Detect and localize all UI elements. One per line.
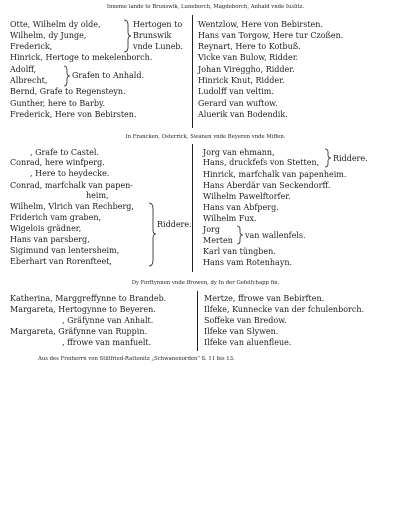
- entry: heim,: [86, 191, 109, 200]
- brace-icon: [148, 202, 156, 267]
- entry: Reynart, Here to Kotbuß.: [198, 42, 301, 51]
- entry: , Grafe to Castel.: [30, 148, 99, 157]
- entry: Conrad, here winfperg.: [10, 158, 105, 167]
- entry: Hans, druckfefs von Stetten,: [203, 158, 320, 167]
- entry: , ffrowe van manfuelt.: [62, 338, 152, 347]
- entry: , Gräfynne van Anhalt.: [62, 316, 154, 325]
- entry: Sigimund van lentersheim,: [10, 246, 120, 255]
- group-label: Hertogen to: [133, 20, 183, 29]
- entry: Katherina, Marggreffynne to Brandeb.: [10, 294, 167, 303]
- entry: Hinrick, Hertoge to mekelenborch.: [10, 53, 153, 62]
- entry: Ilfeke van Slywen.: [204, 327, 279, 336]
- column-divider: [192, 15, 193, 128]
- entry: Wilhelm Fux.: [203, 214, 257, 223]
- entry: Eberhart van Rorenfteet,: [10, 257, 112, 266]
- brace-icon: [236, 225, 243, 245]
- entry: Johan Vireggho, Ridder.: [198, 65, 295, 74]
- group-label: Riddere.: [157, 220, 192, 229]
- group-label: vnde Luneb.: [133, 42, 184, 51]
- entry: Wilhelm Pawelftorfer.: [203, 192, 291, 201]
- entry: Soffeke van Bredow.: [204, 316, 287, 325]
- entry: Hinrick Knut, Ridder.: [198, 76, 285, 85]
- entry: Gunther, here to Barby.: [10, 99, 105, 108]
- entry: Mertze, ffrowe van Bebirften.: [204, 294, 325, 303]
- entry: Hans Aberdär van Seckendorff.: [203, 181, 331, 190]
- entry: , Here to heydecke.: [30, 169, 110, 178]
- entry: Wilhelm, dy Junge,: [10, 31, 87, 40]
- brace-icon: [324, 148, 331, 168]
- entry: Otte, Wilhelm dy olde,: [10, 20, 101, 29]
- entry: Frederick, Here von Bebirsten.: [10, 110, 137, 119]
- entry: Jorg van ehmann,: [203, 148, 275, 157]
- entry: Hans vam Rotenhayn.: [203, 258, 293, 267]
- entry: Ludolff van veltim.: [198, 87, 274, 96]
- group-label: van wallenfels.: [245, 231, 306, 240]
- footnote: Aus des Freiherrn von Stillfried-Rattonitz „Schwanenorden" S. 11 bis 13.: [38, 356, 235, 362]
- entry: Hans van parsberg,: [10, 235, 90, 244]
- entry: Wilhelm, Vlrich van Rechberg,: [10, 202, 134, 211]
- entry: Wentzlow, Here von Bebirsten.: [198, 20, 323, 29]
- entry: Friderich vam graben,: [10, 213, 102, 222]
- brace-icon: [63, 65, 70, 87]
- section-1-heading: Inneme lande to Brunswik, Luneborch, Magdeborch, Anhald vnde Iuslitz.: [106, 4, 305, 10]
- entry: Hans van Torgow, Here tur Czoßen.: [198, 31, 344, 40]
- entry: Aluerik van Bodendik.: [198, 110, 288, 119]
- section-2-heading: In Francken, Osterrick, Swanen vnde Beyeren vnde Miffen.: [125, 134, 286, 140]
- group-label: Riddere.: [333, 154, 368, 163]
- brace-icon: [123, 19, 131, 53]
- column-divider: [192, 144, 193, 272]
- entry: Frederick,: [10, 42, 53, 51]
- entry: Adolff,: [10, 65, 37, 74]
- entry: Ilfeke van aluenfleue.: [204, 338, 292, 347]
- column-divider: [197, 291, 198, 351]
- entry: Albrecht,: [10, 76, 48, 85]
- entry: Bernd, Grafe to Regensteyn.: [10, 87, 126, 96]
- section-3-heading: Dy Forftynnen vnde ffrowen, dy In der Gefelfchapp fin.: [131, 280, 280, 286]
- entry: Margareta, Gräfynne van Ruppin.: [10, 327, 148, 336]
- entry: Ilfeke, Kunnecke van der fchulenborch.: [204, 305, 365, 314]
- entry: Gerard van wuftow.: [198, 99, 278, 108]
- group-label: Brunswik: [133, 31, 172, 40]
- entry: Merten: [203, 236, 233, 245]
- entry: Hans van Abfperg.: [203, 203, 279, 212]
- entry: Wigelois grädner,: [10, 224, 82, 233]
- entry: Margareta, Hertogynne to Beyeren.: [10, 305, 156, 314]
- entry: Karl van tüngben.: [203, 247, 276, 256]
- group-label: Grafen to Anhald.: [72, 71, 145, 80]
- entry: Jorg: [203, 225, 220, 234]
- entry: Conrad, marfchalk van papen-: [10, 181, 133, 190]
- entry: Hinrick, marfchalk van papenheim.: [203, 170, 347, 179]
- entry: Vicke van Bulow, Ridder.: [198, 53, 299, 62]
